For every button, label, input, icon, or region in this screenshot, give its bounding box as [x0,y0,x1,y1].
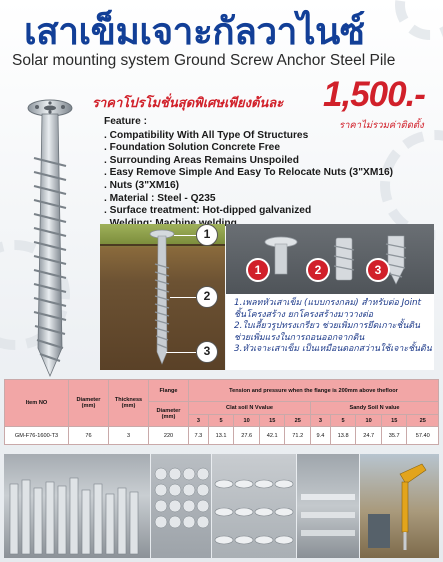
header-tension: Tension and pressure when the flange is 200mm above thefloor [189,380,439,402]
n-value-header: 5 [208,415,234,427]
cell-thickness: 3 [109,427,149,445]
description-line: 2.ใบเลี้ยวรูปทรงเกรียว ช่วยเพิ่มการยึดเกาะชั้นดิน [234,321,421,332]
callout-line [170,297,196,298]
cell-value: 24.7 [356,427,382,445]
part-badge-1: 1 [246,258,270,282]
feature-item: . Compatibility With All Type Of Structures [104,129,309,141]
cell-value: 71.2 [285,427,311,445]
stacked-piles-image [151,454,211,558]
feature-item: . Foundation Solution Concrete Free [104,142,281,154]
description-line: 1.เพลทหัวเสาเข็ม (แบบกรงกลม) สำหรับต่อ Joint [234,298,422,308]
header-flange: Flange [149,380,189,402]
cell-flange: 220 [149,427,189,445]
n-value-header: 15 [259,415,285,427]
part-badge-2: 2 [306,258,330,282]
photo-flange-rows [212,454,296,558]
excavator-image [360,454,439,558]
header-item-no: Item NO [5,380,69,427]
cell-value: 57.40 [407,427,439,445]
cell-value: 13.1 [208,427,234,445]
callout-line [166,352,196,353]
description-line: ช่วยเพิ่มแรงในการถอนออกจากดิน [234,332,365,343]
n-value-header: 10 [356,415,382,427]
header-diameter: Diameter (mm) [69,380,109,427]
feature-title: Feature : [104,116,148,127]
n-value-header: 25 [285,415,311,427]
parts-photo [226,224,434,294]
table-row [5,427,439,445]
header-sandy-soil: Sandy Soil N value [311,402,439,415]
callout-line [174,235,196,236]
cell-item-no: GM-F76-1600-T3 [5,427,69,445]
n-value-header: 10 [234,415,260,427]
n-value-header: 3 [311,415,331,427]
feature-item: . Material : Steel - Q235 [104,192,216,204]
callout-1: 1 [196,224,218,246]
flange-rows-image [212,454,296,558]
feature-item: . Nuts (3"XM16) [104,179,180,191]
n-value-header: 15 [381,415,407,427]
page-title-english: Solar mounting system Ground Screw Anchor Steel Pile [12,52,396,69]
cell-value: 27.6 [234,427,260,445]
part-badge-3: 3 [366,258,390,282]
ground-screw-pile-image [20,98,90,378]
n-value-header: 5 [330,415,356,427]
feature-item: . Easy Remove Simple And Easy To Relocate Nuts (3"XM16) [104,167,394,179]
header-clat-soil: Clat soil N Vvalue [189,402,311,415]
soil-section-photo [100,224,225,370]
feature-item: . Surrounding Areas Remains Unspoiled [104,154,299,166]
photo-installation [360,454,439,558]
parts-panel [226,224,434,370]
description-line: 3.หัวเจาะเสาเข็ม เป็นเหมือนดอกสว่านใช้เจาะชั้นดิน [234,344,432,355]
header-flange-diameter: Diameter (mm) [149,402,189,427]
cell-value: 42.1 [259,427,285,445]
feature-item: . Surface treatment: Hot-dipped galvanized [104,205,312,217]
photo-stacked-piles [151,454,211,558]
callout-2: 2 [196,286,218,308]
price-note: ราคาไม่รวมค่าติดตั้ง [339,120,424,131]
n-value-header: 25 [407,415,439,427]
cell-value: 7.3 [189,427,209,445]
header-thickness: Thickness (mm) [109,380,149,427]
feature-list [104,116,404,230]
photo-factory [297,454,359,558]
promo-text: ราคาโปรโมชั่นสุดพิเศษเพียงต้นละ [92,96,284,111]
price: 1,500.- [323,75,425,114]
cell-value: 13.8 [330,427,356,445]
parts-description [234,298,432,356]
cell-diameter: 76 [69,427,109,445]
n-value-header: 3 [189,415,209,427]
pipes-pile-image [4,454,150,558]
spec-table [4,379,439,445]
page-title-thai: เสาเข็มเจาะกัลวาไนซ์ [24,10,365,53]
photo-warehouse-stack [4,454,150,558]
cell-value: 9.4 [311,427,331,445]
photo-strip [4,454,439,558]
cell-value: 35.7 [381,427,407,445]
factory-image [297,454,359,558]
description-line: ชิ้นโครงสร้าง ยกโครงสร้างมาวางต่อ [234,309,374,320]
callout-3: 3 [196,341,218,363]
